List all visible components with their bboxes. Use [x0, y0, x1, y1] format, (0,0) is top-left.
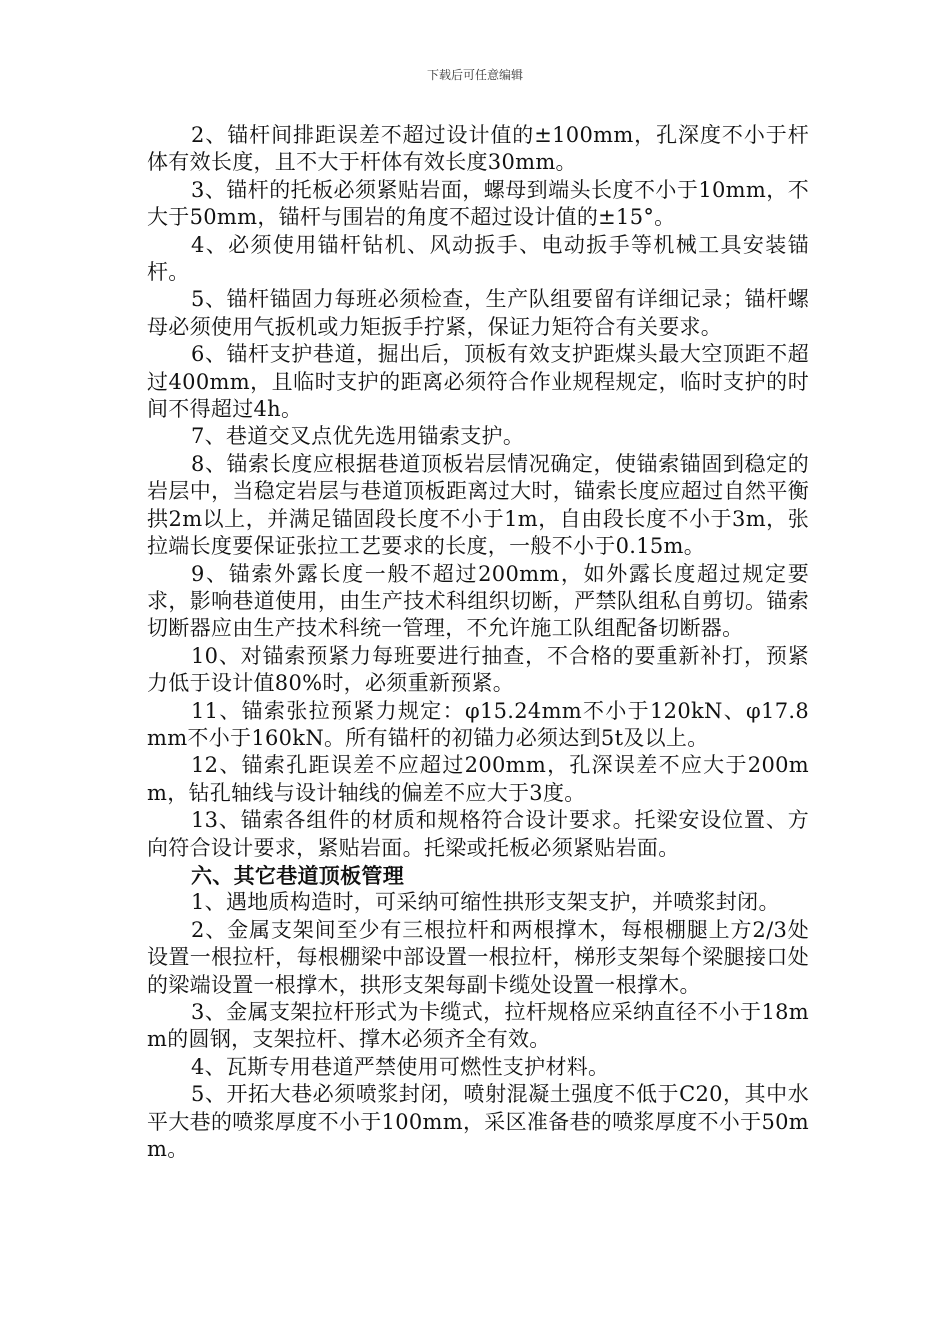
paragraph-7: 8、锚索长度应根据巷道顶板岩层情况确定，使锚索锚固到稳定的岩层中，当稳定岩层与巷道顶板距离过大时，锚索长度应超过自然平衡拱2m以上，并满足锚固段长度不小于1m，自由段长度不小于3m，张拉端长度要保证张拉工艺要求的长度，一般不小于0.15m。 [147, 451, 809, 559]
paragraph-4: 5、锚杆锚固力每班必须检查，生产队组要留有详细记录；锚杆螺母必须使用气扳机或力矩扳手拧紧，保证力矩符合有关要求。 [147, 287, 809, 339]
paragraph-17: 4、瓦斯专用巷道严禁使用可燃性支护材料。 [191, 1054, 610, 1079]
paragraph-6: 7、巷道交叉点优先选用锚索支护。 [191, 424, 525, 449]
paragraph-12: 13、锚索各组件的材质和规格符合设计要求。托梁安设位置、方向符合设计要求，紧贴岩面。托梁或托板必须紧贴岩面。 [147, 808, 809, 860]
paragraph-15: 2、金属支架间至少有三根拉杆和两根撑木，每根棚腿上方2/3处设置一根拉杆，每根棚梁中部设置一根拉杆，梯形支架每个梁腿接口处的梁端设置一根撑木，拱形支架每副卡缆处设置一根撑木。 [147, 917, 809, 997]
section-heading: 六、其它巷道顶板管理 [191, 862, 404, 888]
paragraph-9: 10、对锚索预紧力每班要进行抽查，不合格的要重新补打，预紧力低于设计值80%时，必须重新预紧。 [147, 643, 809, 696]
paragraph-5: 6、锚杆支护巷道，掘出后，顶板有效支护距煤头最大空顶距不超过400mm，且临时支护的距离必须符合作业规程规定，临时支护的时间不得超过4h。 [147, 342, 809, 422]
paragraph-8: 9、锚索外露长度一般不超过200mm，如外露长度超过规定要求，影响巷道使用，由生产技术科组织切断，严禁队组私自剪切。锚索切断器应由生产技术科统一管理，不允许施工队组配备切断器。 [147, 561, 809, 641]
paragraph-18: 5、开拓大巷必须喷浆封闭，喷射混凝土强度不低于C20，其中水平大巷的喷浆厚度不小于100mm，采区准备巷的喷浆厚度不小于50mm。 [147, 1082, 809, 1162]
paragraph-3: 4、必须使用锚杆钻机、风动扳手、电动扳手等机械工具安装锚杆。 [147, 232, 809, 285]
header-note: 下载后可任意编辑 [426, 68, 523, 82]
paragraph-11: 12、锚索孔距误差不应超过200mm，孔深误差不应大于200mm，钻孔轴线与设计轴线的偏差不应大于3度。 [147, 753, 809, 805]
paragraph-10: 11、锚索张拉预紧力规定：φ15.24mm不小于120kN、φ17.8mm不小于160kN。所有锚杆的初锚力必须达到5t及以上。 [147, 698, 809, 750]
paragraph-16: 3、金属支架拉杆形式为卡缆式，拉杆规格应采纳直径不小于18mm的圆钢，支架拉杆、撑木必须齐全有效。 [147, 1000, 809, 1052]
paragraph-14: 1、遇地质构造时，可采纳可缩性拱形支架支护，并喷浆封闭。 [191, 890, 780, 915]
paragraph-1: 2、锚杆间排距误差不超过设计值的±100mm，孔深度不小于杆体有效长度，且不大于杆体有效长度30mm。 [147, 123, 809, 175]
paragraph-2: 3、锚杆的托板必须紧贴岩面，螺母到端头长度不小于10mm，不大于50mm，锚杆与围岩的角度不超过设计值的±15°。 [147, 177, 809, 230]
document-body [147, 122, 809, 1163]
